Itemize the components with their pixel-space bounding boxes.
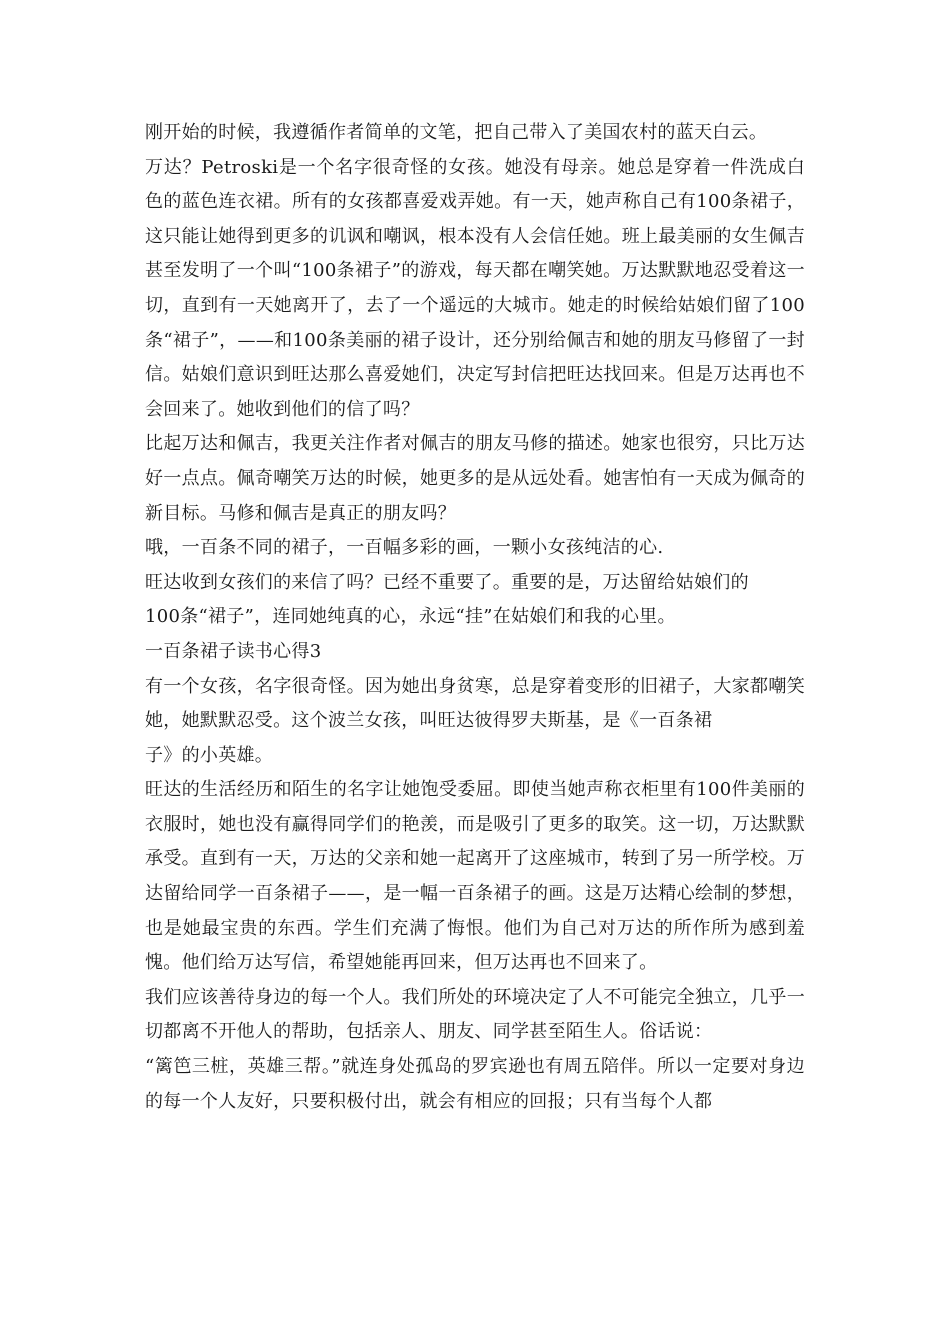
paragraph-5: 旺达收到女孩们的来信了吗？已经不重要了。重要的是，万达留给姑娘们的 100条“裙子”，连同她纯真的心，永远“挂”在姑娘们和我的心里。 bbox=[145, 571, 749, 628]
paragraph-4: 哦，一百条不同的裙子，一百幅多彩的画，一颗小女孩纯洁的心. bbox=[145, 537, 664, 559]
paragraph-2: 万达？Petroski是一个名字很奇怪的女孩。她没有母亲。她总是穿着一件洗成白色的蓝色连衣裙。所有的女孩都喜爱戏弄她。有一天，她声称自己有100条裙子，这只能让她得到更多的讥讽和嘲讽，根本没有人会信任她。班上最美丽的女生佩吉甚至发明了一个叫“100条裙子”的游戏，每天都在嘲笑她。万达默默地忍受着这一切，直到有一天她离开了，去了一个遥远的大城市。她走的时候给姑娘们留了100条“裙子”，——和100条美丽的裙子设计，还分别给佩吉和她的朋友马修留了一封信。姑娘们意识到旺达那么喜爱她们，决定写封信把旺达找回来。但是万达再也不会回来了。她收到他们的信了吗？ bbox=[145, 156, 805, 420]
document-page bbox=[145, 116, 805, 1119]
paragraph-6: 有一个女孩，名字很奇怪。因为她出身贫寒，总是穿着变形的旧裙子，大家都嘲笑她，她默默忍受。这个波兰女孩，叫旺达彼得罗夫斯基，是《一百条裙 子》的小英雄。 bbox=[145, 675, 805, 766]
paragraph-1: 刚开始的时候，我遵循作者简单的文笔，把自己带入了美国农村的蓝天白云。 bbox=[145, 122, 768, 143]
paragraph-8: 我们应该善待身边的每一个人。我们所处的环境决定了人不可能完全独立，几乎一切都离不开他人的帮助，包括亲人、朋友、同学甚至陌生人。俗话说： “篱笆三桩，英雄三帮。”就连身处孤岛的罗宾逊也有周五陪伴。所以一定要对身边的每一个人友好，只要积极付出，就会有相应的回报；只有当每个人都 bbox=[145, 986, 805, 1112]
paragraph-3: 比起万达和佩吉，我更关注作者对佩吉的朋友马修的描述。她家也很穷，只比万达好一点点。佩奇嘲笑万达的时候，她更多的是从远处看。她害怕有一天成为佩奇的新目标。马修和佩吉是真正的朋友吗？ bbox=[145, 433, 805, 524]
section-heading: 一百条裙子读书心得3 bbox=[145, 640, 322, 662]
paragraph-7: 旺达的生活经历和陌生的名字让她饱受委屈。即使当她声称衣柜里有100件美丽的衣服时，她也没有赢得同学们的艳羡，而是吸引了更多的取笑。这一切，万达默默承受。直到有一天，万达的父亲和她一起离开了这座城市，转到了另一所学校。万达留给同学一百条裙子——，是一幅一百条裙子的画。这是万达精心绘制的梦想，也是她最宝贵的东西。学生们充满了悔恨。他们为自己对万达的所作所为感到羞愧。他们给万达写信，希望她能再回来，但万达再也不回来了。 bbox=[145, 779, 805, 974]
